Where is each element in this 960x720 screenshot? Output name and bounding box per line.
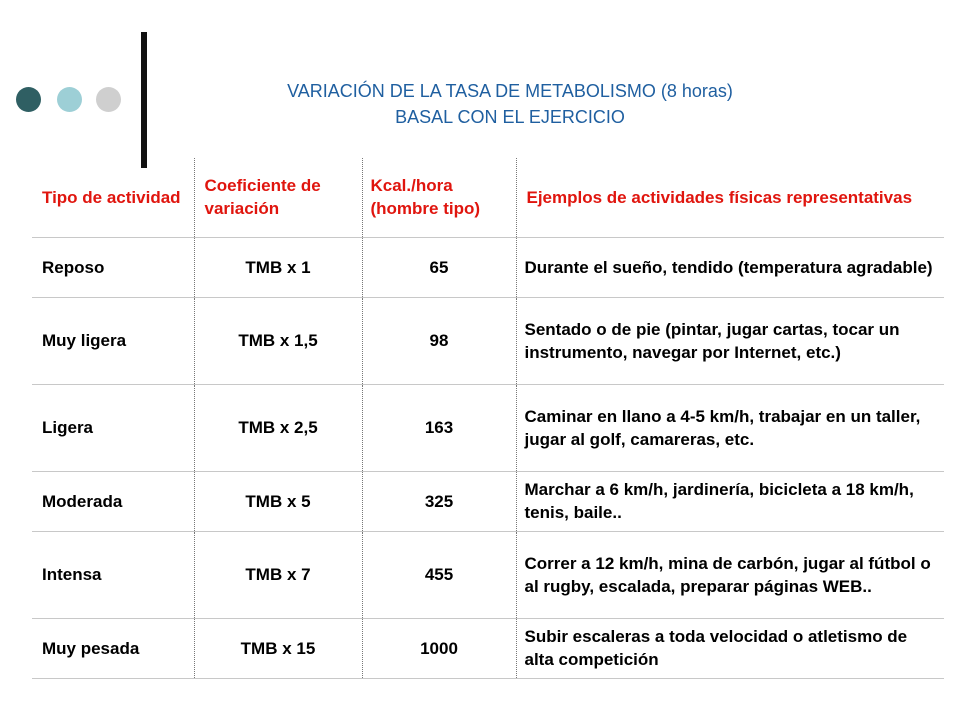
cell-tipo: Reposo (32, 237, 194, 297)
cell-tipo: Moderada (32, 471, 194, 531)
cell-ejemplos: Correr a 12 km/h, mina de carbón, jugar al fútbol o al rugby, escalada, preparar páginas WEB.. (516, 531, 944, 618)
page-title-line-1: VARIACIÓN DE LA TASA DE METABOLISMO (8 horas) (287, 81, 733, 101)
cell-coeficiente: TMB x 5 (194, 471, 362, 531)
cell-kcal: 1000 (362, 618, 516, 678)
table-row (32, 618, 944, 678)
header-kcal-hora: Kcal./hora (hombre tipo) (362, 158, 516, 237)
decorative-dot-dark (16, 87, 41, 112)
cell-ejemplos: Sentado o de pie (pintar, jugar cartas, tocar un instrumento, navegar por Internet, etc.) (516, 297, 944, 384)
table-row (32, 531, 944, 618)
cell-ejemplos: Subir escaleras a toda velocidad o atletismo de alta competición (516, 618, 944, 678)
cell-ejemplos: Caminar en llano a 4-5 km/h, trabajar en un taller, jugar al golf, camareras, etc. (516, 384, 944, 471)
table-row (32, 297, 944, 384)
table-row (32, 471, 944, 531)
cell-kcal: 163 (362, 384, 516, 471)
decorative-dot-light-blue (57, 87, 82, 112)
cell-kcal: 65 (362, 237, 516, 297)
table-row (32, 237, 944, 297)
cell-tipo: Ligera (32, 384, 194, 471)
cell-kcal: 98 (362, 297, 516, 384)
cell-ejemplos: Durante el sueño, tendido (temperatura agradable) (516, 237, 944, 297)
header-tipo-actividad: Tipo de actividad (32, 158, 194, 237)
cell-coeficiente: TMB x 1 (194, 237, 362, 297)
activity-metabolism-table (32, 158, 944, 679)
cell-coeficiente: TMB x 15 (194, 618, 362, 678)
cell-ejemplos: Marchar a 6 km/h, jardinería, bicicleta a 18 km/h, tenis, baile.. (516, 471, 944, 531)
table-header-row (32, 158, 944, 237)
table-row (32, 384, 944, 471)
header-coeficiente: Coeficiente de variación (194, 158, 362, 237)
header-ejemplos: Ejemplos de actividades físicas representativas (516, 158, 944, 237)
cell-kcal: 455 (362, 531, 516, 618)
decorative-dot-gray (96, 87, 121, 112)
cell-tipo: Intensa (32, 531, 194, 618)
cell-kcal: 325 (362, 471, 516, 531)
page-title-line-2: BASAL CON EL EJERCICIO (395, 107, 625, 127)
cell-tipo: Muy ligera (32, 297, 194, 384)
cell-tipo: Muy pesada (32, 618, 194, 678)
decorative-vertical-bar (141, 32, 147, 168)
cell-coeficiente: TMB x 7 (194, 531, 362, 618)
cell-coeficiente: TMB x 2,5 (194, 384, 362, 471)
cell-coeficiente: TMB x 1,5 (194, 297, 362, 384)
